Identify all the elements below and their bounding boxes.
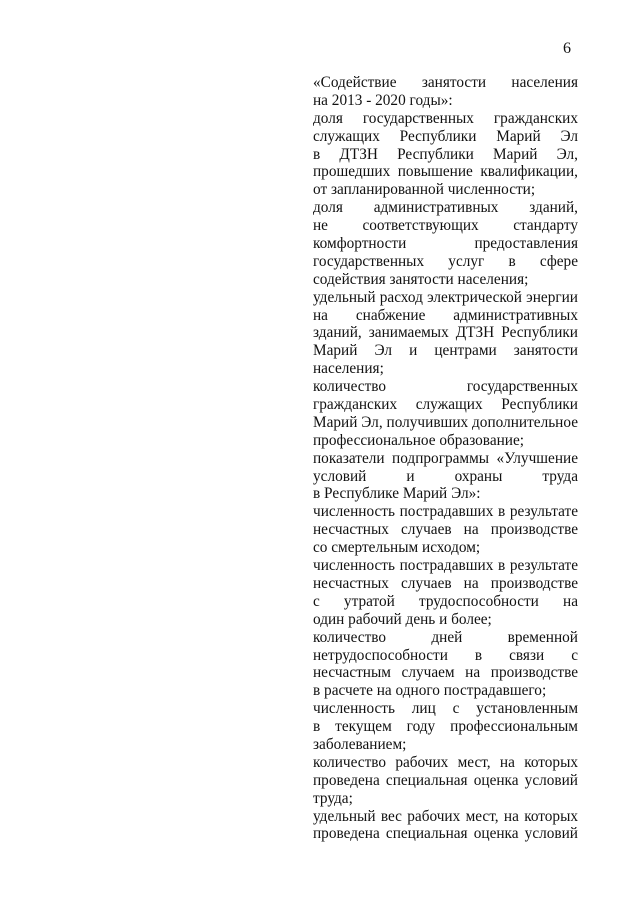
text-line: Марий Эл, получивших дополнительное [313, 413, 578, 431]
text-line: несчастных случаев на производстве [313, 521, 578, 539]
text-line: со смертельным исходом; [313, 539, 481, 557]
text-line: численность лиц с установленным [313, 700, 578, 718]
text-line: в расчете на одного пострадавшего; [313, 682, 547, 700]
text-line: труда; [313, 789, 353, 807]
text-line: профессиональное образование; [313, 431, 525, 449]
document-body-text [313, 74, 578, 843]
text-line: зданий, занимаемых ДТЗН Республики [313, 324, 578, 342]
text-line: условий и охраны труда [313, 467, 578, 485]
text-line: количество государственных [313, 378, 578, 396]
text-line: один рабочий день и более; [313, 610, 492, 628]
text-line: количество рабочих мест, на которых [313, 753, 578, 771]
page-number: 6 [563, 40, 571, 57]
text-line: на снабжение административных [313, 306, 578, 324]
text-line: несчастным случаем на производстве [313, 664, 578, 682]
text-line: проведена специальная оценка условий [313, 771, 578, 789]
text-line: удельный вес рабочих мест, на которых [313, 807, 578, 825]
text-line: содействия занятости населения; [313, 270, 529, 288]
text-line: в текущем году профессиональным [313, 718, 578, 736]
text-line: Марий Эл и центрами занятости [313, 342, 578, 360]
text-line: на 2013 - 2020 годы»: [313, 91, 453, 109]
text-line: доля государственных гражданских [313, 109, 578, 127]
text-line: нетрудоспособности в связи с [313, 646, 578, 664]
text-line: с утратой трудоспособности на [313, 592, 578, 610]
text-line: несчастных случаев на производстве [313, 574, 578, 592]
text-line: «Содействие занятости населения [313, 74, 578, 91]
text-line: проведена специальная оценка условий [313, 825, 578, 843]
text-line: гражданских служащих Республики [313, 396, 578, 414]
text-line: показатели подпрограммы «Улучшение [313, 449, 578, 467]
text-line: комфортности предоставления [313, 235, 578, 253]
text-line: населения; [313, 360, 384, 378]
text-line: количество дней временной [313, 628, 578, 646]
text-line: численность пострадавших в результате [313, 503, 578, 521]
text-line: прошедших повышение квалификации, [313, 163, 578, 181]
text-line: удельный расход электрической энергии [313, 288, 578, 306]
text-line: в Республике Марий Эл»: [313, 485, 481, 503]
text-line: доля административных зданий, [313, 199, 578, 217]
text-line: служащих Республики Марий Эл [313, 127, 578, 145]
text-line: в ДТЗН Республики Марий Эл, [313, 145, 578, 163]
text-line: государственных услуг в сфере [313, 252, 578, 270]
text-line: заболеванием; [313, 735, 407, 753]
text-line: от запланированной численности; [313, 181, 536, 199]
text-line: не соответствующих стандарту [313, 217, 578, 235]
text-line: численность пострадавших в результате [313, 557, 578, 575]
